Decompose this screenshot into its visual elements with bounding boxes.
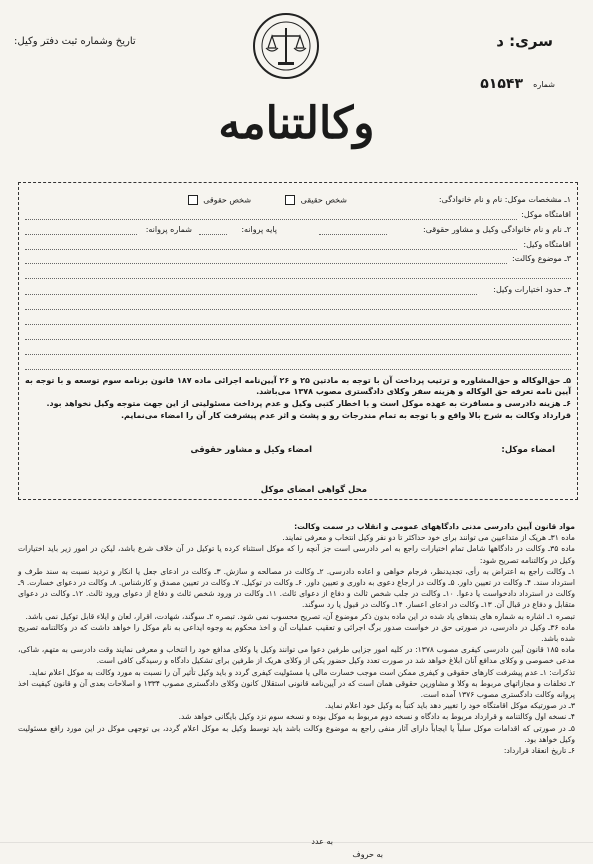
subject-field[interactable] <box>25 254 507 264</box>
license-number-label: شماره پروانه: <box>145 225 192 234</box>
authority-field-3[interactable] <box>25 315 571 325</box>
agreement-clause: قرارداد وکالت به شرح بالا واقع و با توجه به تمام مندرجات رو و پشت و اثر عدم پیشرفت کار آن را امضاء می‌نمایم. <box>121 411 571 420</box>
law-line: ۶ـ تاریخ انعقاد قرارداد: <box>503 746 575 756</box>
client-address-label: اقامتگاه موکل: <box>521 210 571 219</box>
law-line: ماده ۳۵ـ وکالت در دادگاهها شامل تمام اختیارات راجع به امر دادرسی است جز آنچه را که موکل استثناء کرده یا توکیل در آن خلاف شرع باشد، لیکن در امور زیر باید اختیارات وکیل در وکالتنامه تصریح شود: <box>18 544 575 565</box>
lawyer-name-label: ۲ـ نام و نام خانوادگی وکیل و مشاور حقوقی: <box>423 225 571 234</box>
natural-person-label: شخص حقیقی <box>300 195 347 205</box>
subject-label: ۳ـ موضوع وکالت: <box>512 254 571 263</box>
authority-field-2[interactable] <box>25 300 571 310</box>
legal-person-label: شخص حقوقی <box>203 195 252 205</box>
law-line: ۲ـ تخلفات و مجازاتهای مربوط به وکلا و مشاورین حقوقی همان است که در آیین‌نامه قانونی استقلال کانون وکلای دادگستری مصوب ۱۳۳۴ و اصلاحات بعدی آن و قانون کیفیت اخذ پروانه وکالت دادگستری مصوب ۱۳۷۶ آمده است. <box>18 678 575 700</box>
cost-clause: ۶ـ هزینه دادرسی و مسافرت به عهده موکل است و با اخطار کتبی وکیل و عدم پرداخت مسئولیتی از این جهت متوجه وکیل نخواهد بود. <box>46 399 571 408</box>
lawyer-address-field[interactable] <box>25 240 517 250</box>
authority-label: ۴ـ حدود اختیارات وکیل: <box>493 285 571 294</box>
authority-field[interactable] <box>25 285 477 295</box>
bar-association-emblem-icon <box>252 12 320 80</box>
subject-field-2[interactable] <box>25 269 571 279</box>
lawyer-address-label: اقامتگاه وکیل: <box>523 240 571 249</box>
form-box <box>18 182 578 500</box>
person-type-options <box>185 195 347 206</box>
license-number-field[interactable] <box>25 225 137 235</box>
legal-person-checkbox[interactable] <box>188 195 198 205</box>
law-line: ماده ۳۱ـ هریک از متداعیین می توانند برای خود حداکثر تا دو نفر وکیل انتخاب و معرفی نمایند. <box>282 533 575 543</box>
document-number: ۵۱۵۴۳ <box>480 76 523 92</box>
law-line: ۴ـ نسخه اول وکالتنامه و قرارداد مربوط به دادگاه و نسخه دوم مربوط به موکل بوده و نسخه سوم نزد وکیل بایگانی خواهد شد. <box>178 712 575 722</box>
law-articles <box>18 521 575 756</box>
license-grade-field[interactable] <box>199 225 227 235</box>
lawyer-signature-label: امضاء وکیل و مشاور حقوقی <box>190 445 312 455</box>
client-address-field[interactable] <box>25 210 517 220</box>
authority-field-4[interactable] <box>25 330 571 340</box>
number-label: شماره <box>533 80 555 89</box>
signature-certification-label: محل گواهی امضای موکل <box>260 485 367 495</box>
natural-person-checkbox[interactable] <box>285 195 295 205</box>
law-line: ماده ۱۸۵ قانون آیین دادرسی کیفری مصوب ۱۳۷۸: در کلیه امور جزایی طرفین دعوا می توانند وکیل یا وکلای مدافع خود را انتخاب و معرفی نمایند وقت دادرسی به متهم، شاکی، مدعی خصوصی و وکلای مدافع آنان ابلاغ خواهد شد در صورت تعدد وکیل حضور یکی از وکلای هریک از طرفین برای تشکیل دادگاه و رسیدگی کافی است. <box>18 645 575 666</box>
law-line: ۵ـ در صورتی که اقدامات موکل سلباً یا ایجاباً دارای آثار منفی راجع به موضوع وکالت باشد باید توسط وکیل به موکل اعلام گردد، بی توجهی موکل در این مورد رافع مسئولیت وکیل خواهد بود. <box>18 723 575 744</box>
date-by-number-label: به عدد <box>311 837 333 846</box>
fee-clause: ۵ـ حق‌الوکاله و حق‌المشاوره و ترتیب پرداخت آن با توجه به مادتین ۲۵ و ۲۶ آیین‌نامه اجرائی ماده ۱۸۷ قانون برنامه سوم توسعه و با توجه به آیین نامه تعرفه حق الوکاله و هزینه سفر وکلای دادگستری مصوب ۱۳۷۸ می‌باشد. <box>25 376 572 396</box>
registration-label: تاریخ وشماره ثبت دفتر وکیل: <box>14 36 136 47</box>
license-grade-label: پایه پروانه: <box>241 225 277 234</box>
authority-field-6[interactable] <box>25 360 571 370</box>
authority-field-5[interactable] <box>25 345 571 355</box>
page-title: وکالتنامه <box>218 98 375 149</box>
law-line: ۱ـ وکالت راجع به اعتراض به رأی، تجدیدنظر، فرجام خواهی و اعاده دادرسی. ۲ـ وکالت در مصالحه و سازش. ۳ـ وکالت در ادعای جعل یا انکار و تردید نسبت به سند طرف و استرداد سند. ۴ـ وکالت در تعیین داور. ۵ـ وکالت در ارجاع دعوی به داوری و تعیین داور. ۶ـ وکالت در توکیل. ۷ـ وکالت در تعیین مصدق و کارشناس. ۸ـ وکالت در دعوای خسارت. ۹ـ وکالت در استرداد دادخواست یا دعوا. ۱۰ـ وکالت در جلب شخص ثالث و دفاع از دعوای ثالث. ۱۱ـ وکالت در ورود شخص ثالث و دفاع از دعوای ورود ثالث. ۱۲ـ وکالت در دعوای متقابل و دفاع در قبال آن. ۱۳ـ وکالت در ادعای اعسار. ۱۴ـ وکالت در قبول یا رد سوگند. <box>18 566 575 610</box>
client-signature-label: امضاء موکل: <box>501 445 555 455</box>
series: سری: د <box>496 32 553 50</box>
law-line: تبصره ۱ـ اشاره به شماره های بندهای یاد شده در این ماده بدون ذکر موضوع آن، تصریح محسوب نمی شود. تبصره ۲ـ سوگند، شهادت، اقرار، لعان و ایلاء قابل توکیل نمی باشد. <box>25 611 575 621</box>
law-line: تذکرات: ۱ـ عدم پیشرفت کارهای حقوقی و کیفری ممکن است موجب خسارت مالی یا مسئولیت کیفری گردد و باید وکیل تأثیر آن را نسبت به مورد وکالت به موکل اعلام نماید. <box>28 667 575 677</box>
page-fold <box>0 842 593 843</box>
law-line: ۳ـ در صورتیکه موکل اقامتگاه خود را تغییر دهد باید کتباً به وکیل خود اعلام نماید. <box>325 701 575 711</box>
date-by-letters-label: به حروف <box>352 850 383 859</box>
client-name-label: ۱ـ مشخصات موکل: نام و نام خانوادگی: <box>438 195 571 204</box>
lawyer-name-field[interactable] <box>319 225 387 235</box>
law-line: ماده ۳۶ـ وکیل در دادرسی، در صورتی حق در خواست صدور برگ اجرائی و تعقیب عملیات آن و اخذ محکوم به وجوه ایداعی به نام موکل را خواهد داشت که در وکالتنامه تصریح شده باشد. <box>18 622 575 644</box>
law-intro: مواد قانون آیین دادرسی مدنی دادگاههای عمومی و انقلاب در سمت وکالت: <box>294 522 575 531</box>
